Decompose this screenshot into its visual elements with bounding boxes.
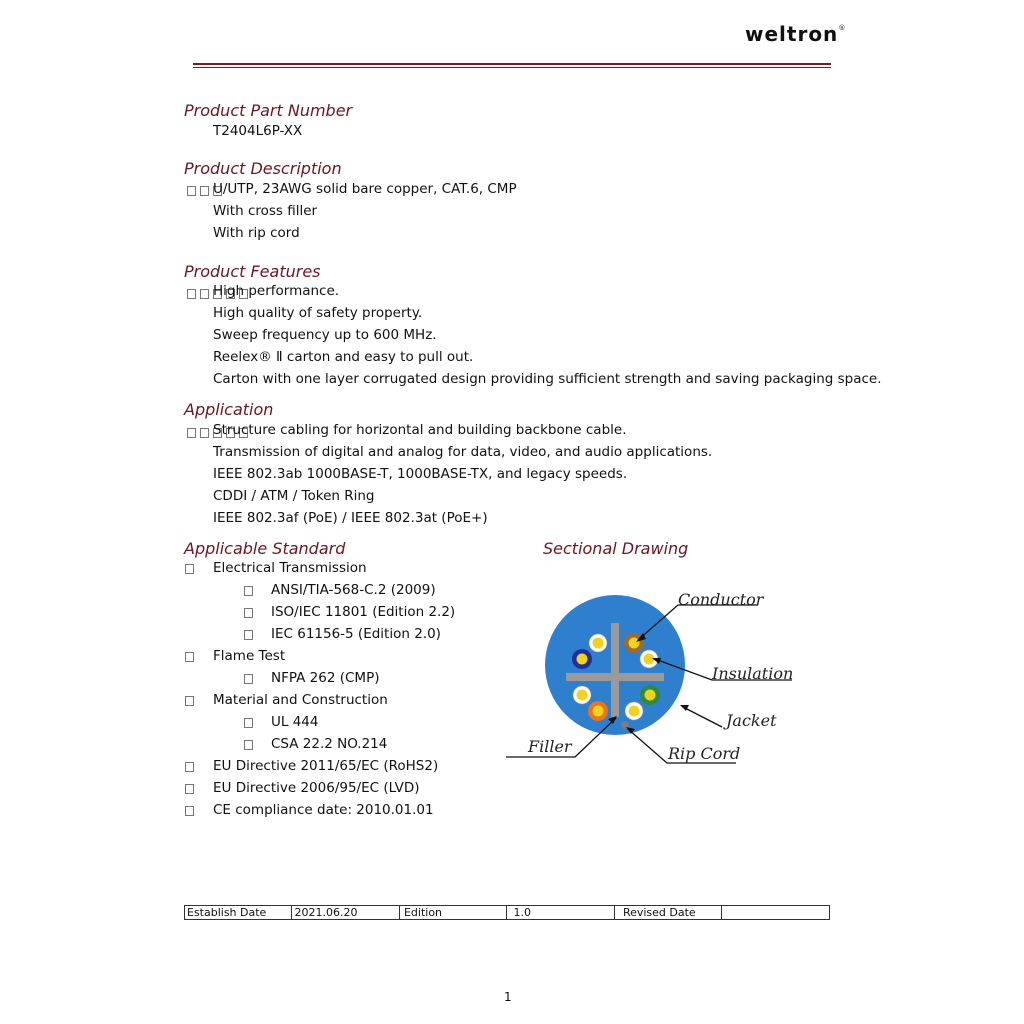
header-rule-bottom	[193, 67, 831, 68]
description-item: With rip cord	[213, 225, 300, 241]
standard-item: CE compliance date: 2010.01.01	[213, 802, 434, 818]
bullet-box	[185, 696, 194, 706]
bullet-box	[244, 740, 253, 750]
label-rip-cord: Rip Cord	[668, 744, 741, 763]
standard-title: Applicable Standard	[184, 539, 346, 558]
bullet-box	[244, 674, 253, 684]
label-insulation: Insulation	[712, 664, 794, 683]
filler-vertical	[611, 623, 619, 717]
application-item: Transmission of digital and analog for data, video, and audio applications.	[213, 444, 713, 460]
bullet-box	[185, 564, 194, 574]
application-item: IEEE 802.3af (PoE) / IEEE 802.3at (PoE+)	[213, 510, 488, 526]
establish-date-value: 2021.06.20	[292, 906, 399, 920]
bullet-box	[185, 652, 194, 662]
standard-subitem: ANSI/TIA-568-C.2 (2009)	[271, 582, 436, 598]
application-item: IEEE 802.3ab 1000BASE-T, 1000BASE-TX, and legacy speeds.	[213, 466, 628, 482]
standard-item: EU Directive 2011/65/EC (RoHS2)	[213, 758, 439, 774]
standard-subitem: IEC 61156-5 (Edition 2.0)	[271, 626, 441, 642]
bullet-box	[185, 784, 194, 794]
label-jacket: Jacket	[726, 711, 777, 730]
description-item: U/UTP, 23AWG solid bare copper, CAT.6, CMP	[213, 181, 517, 197]
bullet-box	[244, 608, 253, 618]
application-item: CDDI / ATM / Token Ring	[213, 488, 375, 504]
bullet-box	[244, 630, 253, 640]
part-number-title: Product Part Number	[184, 101, 353, 120]
feature-item: Carton with one layer corrugated design providing sufficient strength and saving packaging space.	[213, 371, 882, 387]
edition-value: 1.0	[507, 906, 614, 920]
bullet-box	[185, 762, 194, 772]
page-number: 1	[504, 990, 512, 1004]
brand-logo	[745, 22, 846, 46]
header-rule-top	[193, 63, 831, 65]
standard-subitem: UL 444	[271, 714, 319, 730]
drawing-title: Sectional Drawing	[543, 539, 689, 558]
features-title: Product Features	[184, 262, 321, 281]
logo-mark: ®	[838, 24, 847, 32]
cable-cross-section	[500, 585, 800, 770]
standard-item: Electrical Transmission	[213, 560, 367, 576]
table-row	[185, 906, 830, 920]
standard-subitem: CSA 22.2 NO.214	[271, 736, 388, 752]
label-filler: Filler	[528, 737, 572, 756]
standard-item: EU Directive 2006/95/EC (LVD)	[213, 780, 420, 796]
logo-text: weltron	[745, 22, 839, 46]
bullet-box	[244, 718, 253, 728]
bullet-box	[244, 586, 253, 596]
revised-date-value	[722, 906, 830, 920]
label-conductor: Conductor	[678, 590, 764, 609]
description-item: With cross filler	[213, 203, 318, 219]
filler-horizontal	[566, 673, 664, 681]
feature-item: Sweep frequency up to 600 MHz.	[213, 327, 437, 343]
feature-item: High quality of safety property.	[213, 305, 423, 321]
footer-table	[184, 905, 830, 920]
feature-item: Reelex® Ⅱ carton and easy to pull out.	[213, 349, 474, 365]
establish-date-label: Establish Date	[185, 906, 292, 920]
application-item: Structure cabling for horizontal and building backbone cable.	[213, 422, 627, 438]
application-title: Application	[184, 400, 274, 419]
part-number-value: T2404L6P-XX	[213, 123, 303, 139]
feature-item: High performance.	[213, 283, 340, 299]
bullet-box	[185, 806, 194, 816]
standard-item: Flame Test	[213, 648, 286, 664]
revised-date-label: Revised Date	[614, 906, 721, 920]
edition-label: Edition	[399, 906, 506, 920]
description-title: Product Description	[184, 159, 342, 178]
standard-subitem: ISO/IEC 11801 (Edition 2.2)	[271, 604, 456, 620]
standard-subitem: NFPA 262 (CMP)	[271, 670, 380, 686]
standard-item: Material and Construction	[213, 692, 388, 708]
